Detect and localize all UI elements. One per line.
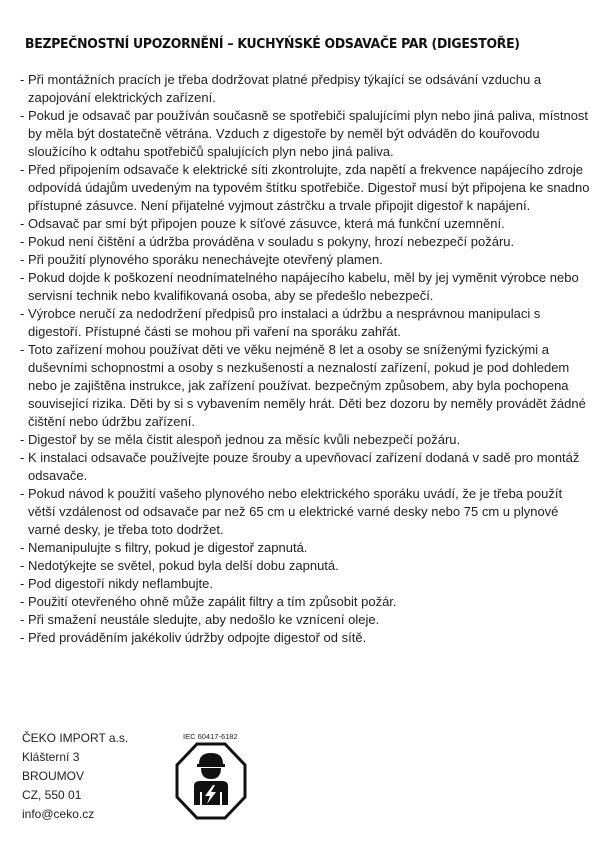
warning-text: Pokud je odsavač par používán současně se spotřebiči spalujícími plyn nebo jiná paliva, místnost by měla být dostatečně větrána. Vzduch z digestoře by neměl být odváděn do kouřovodu sloužícího k odtahu spotřebičů spalujících plyn nebo jiná paliva. — [28, 108, 589, 159]
bullet-dash: - — [20, 306, 25, 321]
warning-text: Při smažení neustále sledujte, aby nedošlo ke vznícení oleje. — [28, 612, 380, 627]
warning-text: Před prováděním jakékoliv údržby odpojte digestoř od sítě. — [28, 630, 367, 645]
warning-item — [20, 629, 590, 647]
bullet-dash: - — [20, 270, 25, 285]
warning-item — [20, 215, 590, 233]
bullet-dash: - — [20, 432, 25, 447]
warning-text: K instalaci odsavače používejte pouze šrouby a upevňovací zařízení dodaná v sadě pro montáž odsavače. — [28, 450, 580, 483]
bullet-dash: - — [20, 630, 25, 645]
warning-text: Pokud není čištění a údržba prováděna v souladu s pokyny, hrozí nebezpečí požáru. — [28, 234, 515, 249]
warning-text: Pokud dojde k poškození neodnímatelného napájecího kabelu, měl by jej vyměnit výrobce nebo servisní technik nebo kvalifikovaná osoba, aby se předešlo nebezpečí. — [28, 270, 579, 303]
bullet-dash: - — [20, 450, 25, 465]
warning-text: Výrobce neručí za nedodržení předpisů pro instalaci a údržbu a nesprávnou manipulaci s digestoří. Přístupné části se mohou při vaření na sporáku zahřát. — [28, 306, 541, 339]
warning-text: Digestoř by se měla čistit alespoň jednou za měsíc kvůli nebezpečí požáru. — [28, 432, 461, 447]
company-name: ČEKO IMPORT a.s. — [22, 731, 129, 745]
bullet-dash: - — [20, 342, 25, 357]
warning-item — [20, 539, 590, 557]
warning-item — [20, 233, 590, 251]
postal-code: CZ, 550 01 — [22, 788, 82, 802]
warning-text: Před připojením odsavače k elektrické síti zkontrolujte, zda napětí a frekvence napájecího zdroje odpovídá údajům uvedeným na typovém štítku spotřebiče. Digestoř musí být připojena ke snadno přístupné zásuvce. Není přijatelné vyjmout zástrčku a trvale připojit digestoř k napájení. — [28, 162, 590, 213]
warning-text: Při montážních pracích je třeba dodržovat platné předpisy týkající se odsávání vzduchu a zapojování elektrických zařízení. — [28, 72, 542, 105]
warning-text: Nedotýkejte se světel, pokud byla delší dobu zapnutá. — [28, 558, 339, 573]
warning-item — [20, 593, 590, 611]
bullet-dash: - — [20, 72, 25, 87]
street: Klášterní 3 — [22, 750, 80, 764]
safety-warnings-list — [20, 71, 590, 647]
warning-item — [20, 161, 590, 215]
iec-symbol-label: IEC 60417-6182 — [183, 732, 238, 741]
bullet-dash: - — [20, 216, 25, 231]
skilled-person-electrical-icon — [175, 742, 247, 820]
warning-item — [20, 305, 590, 341]
warning-item — [20, 341, 590, 431]
warning-item — [20, 557, 590, 575]
bullet-dash: - — [20, 540, 25, 555]
bullet-dash: - — [20, 486, 25, 501]
warning-item — [20, 71, 590, 107]
city: BROUMOV — [22, 769, 85, 783]
page-title: BEZPEČNOSTNÍ UPOZORNĚNÍ – KUCHYŃSKÉ ODSAVAČE PAR (DIGESTOŘE) — [25, 37, 520, 52]
bullet-dash: - — [20, 558, 25, 573]
warning-item — [20, 449, 590, 485]
warning-item — [20, 575, 590, 593]
warning-text: Pokud návod k použití vašeho plynového nebo elektrického sporáku uvádí, že je třeba použít větší vzdálenost od odsavače par než 65 cm u elektrické varné desky nebo 75 cm u plynové varné desky, je třeba toto dodržet. — [28, 486, 563, 537]
bullet-dash: - — [20, 234, 25, 249]
warning-text: Odsavač par smí být připojen pouze k síťové zásuvce, která má funkční uzemnění. — [28, 216, 505, 231]
warning-item — [20, 611, 590, 629]
warning-text: Pod digestoří nikdy neflambujte. — [28, 576, 213, 591]
warning-text: Nemanipulujte s filtry, pokud je digestoř zapnutá. — [28, 540, 308, 555]
bullet-dash: - — [20, 252, 25, 267]
warning-text: Použití otevřeného ohně může zapálit filtry a tím způsobit požár. — [28, 594, 397, 609]
warning-text: Při použití plynového sporáku nenechávejte otevřený plamen. — [28, 252, 383, 267]
bullet-dash: - — [20, 612, 25, 627]
bullet-dash: - — [20, 594, 25, 609]
warning-item — [20, 269, 590, 305]
bullet-dash: - — [20, 162, 25, 177]
bullet-dash: - — [20, 108, 25, 123]
warning-item — [20, 251, 590, 269]
company-address — [22, 729, 128, 824]
warning-text: Toto zařízení mohou používat děti ve věku nejméně 8 let a osoby se sníženými fyzickými a duševními schopnostmi a osoby s nezkušeností a neznalostí zařízení, pokud je pod dohledem nebo je zajištěna instrukce, jak zařízení používat. bezpečným způsobem, aby byla pochopena související rizika. Děti by si s vybavením neměly hrát. Děti bez dozoru by neměly provádět žádné čištění nebo údržbu zařízení. — [28, 342, 586, 429]
warning-item — [20, 485, 590, 539]
warning-item — [20, 107, 590, 161]
bullet-dash: - — [20, 576, 25, 591]
warning-item — [20, 431, 590, 449]
email: info@ceko.cz — [22, 807, 95, 821]
